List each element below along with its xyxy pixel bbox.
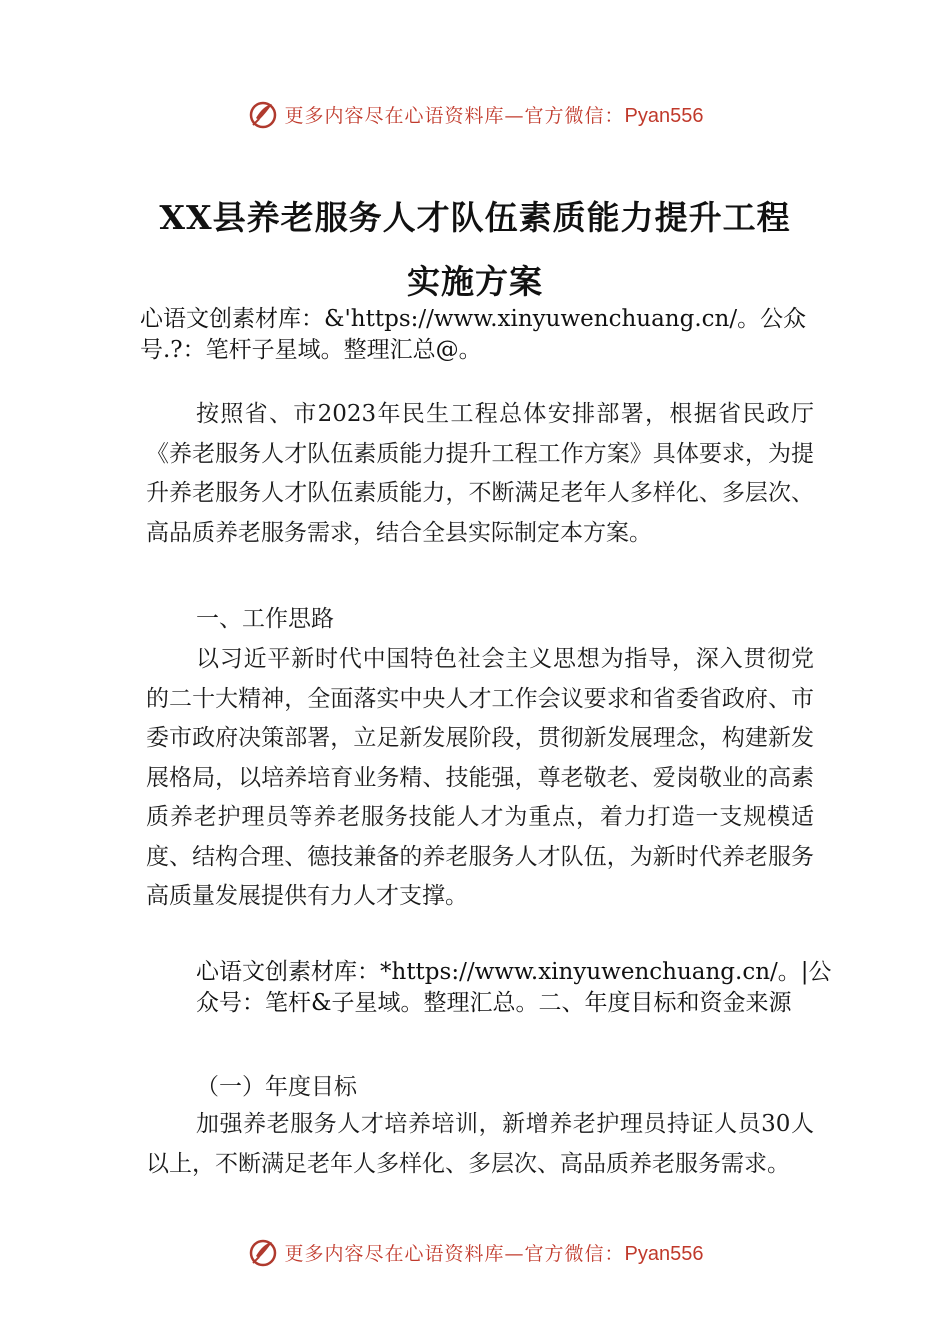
banner-text: 更多内容尽在心语资料库—官方微信：Pyan556 — [284, 104, 704, 127]
banner-handle: Pyan556 — [624, 104, 704, 127]
footer-banner — [0, 1232, 950, 1272]
subsection-paragraph: 加强养老服务人才培养培训，新增养老护理员持证人员30人以上，不断满足老年人多样化、多层次、高品质养老服务需求。 — [146, 1111, 814, 1177]
intro-paragraph: 按照省、市2023年民生工程总体安排部署，根据省民政厅《养老服务人才队伍素质能力提升工程工作方案》具体要求，为提升养老服务人才队伍素质能力，不断满足老年人多样化、多层次、高品质养老服务需求，结合全县实际制定本方案。 — [146, 401, 814, 546]
document-title-line2: 实施方案 — [407, 262, 543, 301]
section-paragraph: 以习近平新时代中国特色社会主义思想为指导，深入贯彻党的二十大精神，全面落实中央人才工作会议要求和省委省政府、市委市政府决策部署，立足新发展阶段，贯彻新发展理念，构建新发展格局，以培养培育业务精、技能强，尊老敬老、爱岗敬业的高素质养老护理员等养老服务技能人才为重点，着力打造一支规模适度、结构合理、德技兼备的养老服务人才队伍，为新时代养老服务高质量发展提供有力人才支撑。 — [146, 646, 814, 909]
banner-text: 更多内容尽在心语资料库—官方微信：Pyan556 — [284, 1242, 704, 1265]
watermark-note: 心语文创素材库：&'https://www.xinyuwenchuang.cn/。公众号.?：笔杆子星域。整理汇总@。 — [140, 306, 807, 363]
logo-icon — [247, 1236, 279, 1268]
banner-handle: Pyan556 — [624, 1242, 704, 1265]
header-banner — [0, 94, 950, 134]
document-title: XX县养老服务人才队伍素质能力提升工程 — [159, 198, 791, 237]
subsection-heading: （一）年度目标 — [196, 1074, 357, 1100]
watermark-note-2: 心语文创素材库：*https://www.xinyuwenchuang.cn/。|公众号：笔杆&子星域。整理汇总。二、年度目标和资金来源 — [196, 959, 832, 1016]
section-heading: 一、工作思路 — [196, 606, 334, 632]
logo-icon — [247, 98, 279, 130]
